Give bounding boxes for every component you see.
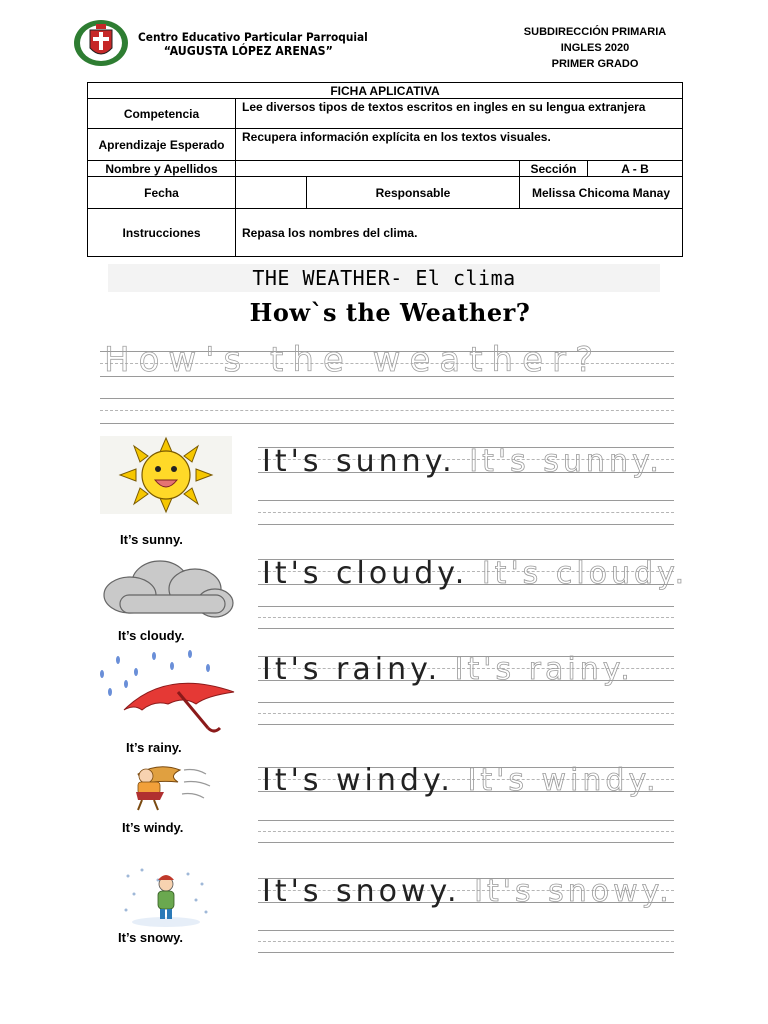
windy-girl-icon — [118, 760, 214, 814]
school-name-line1: Centro Educativo Particular Parroquial — [138, 30, 368, 44]
umbrella-icon — [96, 648, 236, 736]
writing-line — [258, 842, 674, 843]
caption-rainy: It’s rainy. — [126, 740, 182, 755]
trace-snowy-faint: It's snowy. — [474, 874, 673, 909]
fecha-label: Fecha — [88, 177, 236, 209]
writing-line — [100, 398, 674, 399]
writing-guide-line — [258, 713, 674, 714]
writing-line — [258, 628, 674, 629]
writing-line — [258, 724, 674, 725]
writing-line — [100, 423, 674, 424]
aprendizaje-value: Recupera información explícita en los textos visuales. — [236, 129, 683, 161]
trace-rainy-faint: It's rainy. — [454, 652, 634, 687]
caption-sunny: It’s sunny. — [120, 532, 183, 547]
aprendizaje-label: Aprendizaje Esperado — [88, 129, 236, 161]
writing-line — [258, 952, 674, 953]
writing-line — [258, 820, 674, 821]
page-title: THE WEATHER- El clima — [252, 266, 516, 290]
trace-cloudy-faint: It's cloudy. — [481, 556, 689, 591]
instrucciones-label: Instrucciones — [88, 209, 236, 257]
trace-windy — [262, 763, 659, 798]
writing-guide-line — [258, 617, 674, 618]
department-line3: PRIMER GRADO — [551, 58, 639, 70]
caption-snowy: It’s snowy. — [118, 930, 184, 945]
writing-line — [258, 702, 674, 703]
competencia-value: Lee diversos tipos de textos escritos en ingles en su lengua extranjera — [236, 99, 683, 129]
trace-windy-faint: It's windy. — [467, 763, 660, 798]
fecha-field[interactable] — [236, 177, 307, 209]
seccion-label: Sección — [520, 161, 588, 177]
instrucciones-value: Repasa los nombres del clima. — [236, 209, 683, 257]
trace-sunny-faint: It's sunny. — [469, 444, 663, 479]
nombre-field[interactable] — [236, 161, 520, 177]
ficha-table — [87, 82, 683, 257]
department-block — [500, 24, 690, 72]
trace-cloudy-bold: It's cloudy. — [262, 556, 469, 591]
nombre-label: Nombre y Apellidos — [88, 161, 236, 177]
page-subtitle: How`s the Weather? — [249, 298, 531, 327]
school-logo — [72, 18, 130, 68]
writing-line — [258, 524, 674, 525]
trace-rainy — [262, 652, 634, 687]
trace-windy-bold: It's windy. — [262, 763, 454, 798]
writing-guide-line — [258, 831, 674, 832]
responsable-value: Melissa Chicoma Manay — [520, 177, 683, 209]
trace-snowy — [262, 874, 673, 909]
trace-question: How's the weather? — [104, 340, 603, 380]
writing-guide-line — [100, 410, 674, 411]
trace-rainy-bold: It's rainy. — [262, 652, 442, 687]
writing-line — [258, 500, 674, 501]
department-line2: INGLES 2020 — [560, 42, 630, 54]
caption-windy: It’s windy. — [122, 820, 184, 835]
snow-child-icon — [118, 866, 214, 928]
seccion-value: A - B — [588, 161, 683, 177]
trace-cloudy — [262, 556, 688, 591]
trace-sunny — [262, 444, 663, 479]
school-name — [138, 30, 368, 58]
school-name-line2: “AUGUSTA LÓPEZ ARENAS” — [163, 44, 333, 58]
writing-line — [258, 606, 674, 607]
caption-cloudy: It’s cloudy. — [118, 628, 185, 643]
sun-icon — [100, 436, 232, 514]
writing-line — [258, 930, 674, 931]
trace-sunny-bold: It's sunny. — [262, 444, 456, 479]
trace-snowy-bold: It's snowy. — [262, 874, 461, 909]
writing-guide-line — [258, 941, 674, 942]
ficha-title: FICHA APLICATIVA — [88, 83, 683, 99]
responsable-label: Responsable — [307, 177, 520, 209]
writing-guide-line — [258, 512, 674, 513]
department-line1: SUBDIRECCIÓN PRIMARIA — [523, 26, 667, 38]
competencia-label: Competencia — [88, 99, 236, 129]
cloud-icon — [100, 553, 240, 621]
